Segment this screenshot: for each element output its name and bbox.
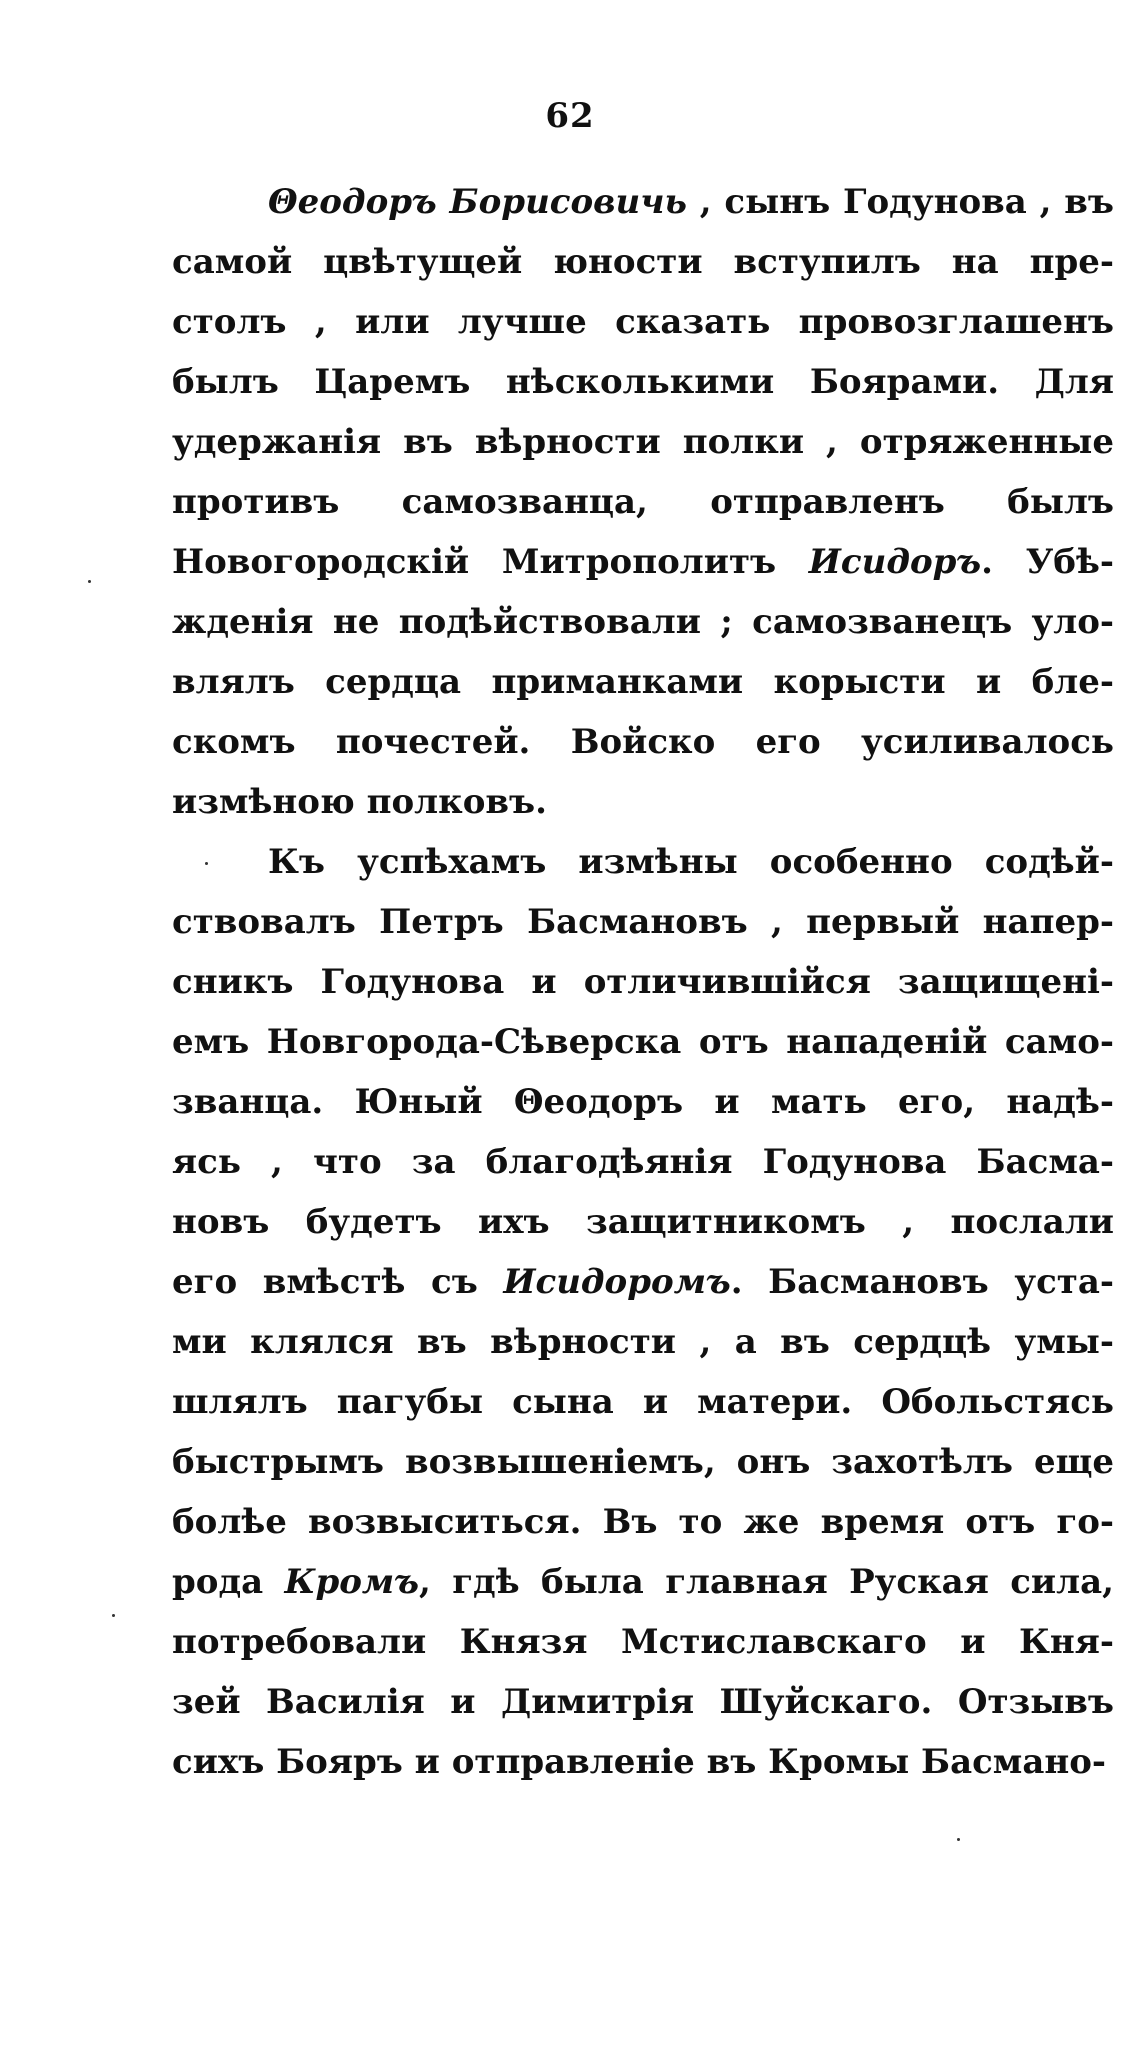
text-line: [172, 712, 1114, 772]
text-run: . Басмановъ уста-: [730, 1262, 1114, 1302]
text-line: [172, 1432, 1114, 1492]
text-line: [172, 1612, 1114, 1672]
text-run: Новогородскій Митрополитъ: [172, 542, 809, 582]
text-line: [172, 652, 1114, 712]
text-run: жденія не подѣйствовали ; самозванецъ уло-: [172, 602, 1114, 642]
text-line: [172, 892, 1114, 952]
text-run: скомъ почестей. Войско его усиливалось: [172, 722, 1114, 762]
text-run: званца. Юный Θеодоръ и мать его, надѣ-: [172, 1082, 1114, 1122]
text-run: шлялъ пагубы сына и матери. Обольстясь: [172, 1382, 1114, 1422]
text-line: [172, 1732, 1114, 1792]
text-run: противъ самозванца, отправленъ былъ: [172, 482, 1114, 522]
scan-speck: [88, 580, 91, 583]
text-line: [172, 1252, 1114, 1312]
text-run: Къ успѣхамъ измѣны особенно содѣй-: [268, 842, 1114, 882]
text-line: [172, 532, 1114, 592]
text-run: потребовали Князя Мстиславскаго и Кня-: [172, 1622, 1114, 1662]
text-line: [172, 172, 1114, 232]
text-run: влялъ сердца приманками корысти и бле-: [172, 662, 1114, 702]
text-line: [172, 472, 1114, 532]
scan-speck: [957, 1838, 960, 1841]
text-run: , гдѣ была главная Руская сила,: [418, 1562, 1114, 1602]
text-run: столъ , или лучше сказать провозглашенъ: [172, 302, 1114, 342]
text-run: его вмѣстѣ съ: [172, 1262, 504, 1302]
text-run: былъ Царемъ нѣсколькими Боярами. Для: [172, 362, 1114, 402]
text-run: ствовалъ Петръ Басмановъ , первый напер-: [172, 902, 1114, 942]
text-run: . Убѣ-: [981, 542, 1114, 582]
text-line: [172, 1312, 1114, 1372]
text-run: ясь , что за благодѣянія Годунова Басма-: [172, 1142, 1114, 1182]
text-line: [172, 1132, 1114, 1192]
text-line: [172, 1072, 1114, 1132]
text-line: [172, 952, 1114, 1012]
text-run: быстрымъ возвышеніемъ, онъ захотѣлъ еще: [172, 1442, 1114, 1482]
text-run: емъ Новгорода-Сѣверска отъ нападеній само-: [172, 1022, 1114, 1062]
page-number: 62: [545, 96, 595, 136]
text-line: [172, 1672, 1114, 1732]
text-line: [172, 1372, 1114, 1432]
scan-speck: [205, 862, 208, 865]
italic-name: Кромъ: [284, 1562, 419, 1602]
text-line: [172, 592, 1114, 652]
text-line: [172, 232, 1114, 292]
text-run: новъ будетъ ихъ защитникомъ , послали: [172, 1202, 1114, 1242]
text-line: [172, 1012, 1114, 1072]
scan-speck: [112, 1614, 115, 1617]
text-run: самой цвѣтущей юности вступилъ на пре-: [172, 242, 1114, 282]
italic-name: Исидоръ: [808, 542, 982, 582]
text-line: [172, 352, 1114, 412]
text-line: [172, 1492, 1114, 1552]
text-line: [172, 292, 1114, 352]
italic-name: Исидоромъ: [503, 1262, 731, 1302]
text-run: сникъ Годунова и отличившійся защищені-: [172, 962, 1114, 1002]
text-run: зей Василія и Димитрія Шуйскаго. Отзывъ: [172, 1682, 1114, 1722]
text-line: [172, 772, 1114, 832]
text-run: болѣе возвыситься. Въ то же время отъ го-: [172, 1502, 1114, 1542]
text-line: [172, 832, 1114, 892]
text-run: измѣною полковъ.: [172, 782, 547, 822]
text-run: удержанія въ вѣрности полки , отряженные: [172, 422, 1114, 462]
text-line: [172, 1552, 1114, 1612]
italic-name: Θеодоръ Борисовичь: [268, 182, 687, 222]
text-line: [172, 412, 1114, 472]
text-run: , сынъ Годунова , въ: [686, 182, 1114, 222]
text-run: рода: [172, 1562, 285, 1602]
text-run: сихъ Бояръ и отправленіе въ Кромы Басмано-: [172, 1742, 1107, 1782]
text-line: [172, 1192, 1114, 1252]
body-text: [172, 172, 1114, 1792]
text-run: ми клялся въ вѣрности , а въ сердцѣ умы-: [172, 1322, 1114, 1362]
